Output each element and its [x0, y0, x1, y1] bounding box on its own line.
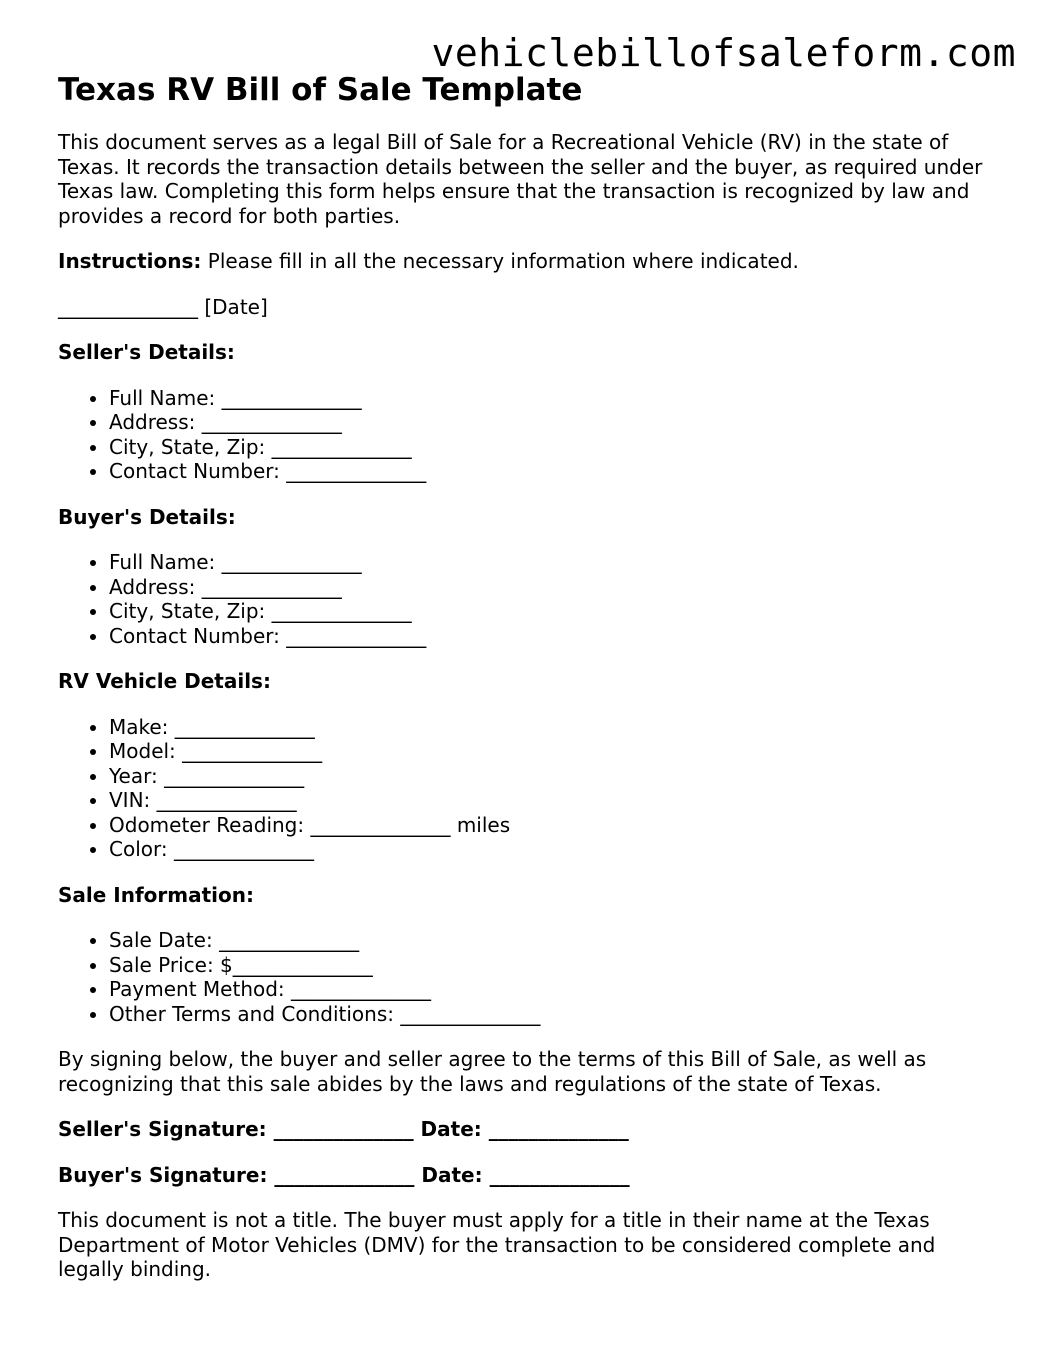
buyer-details-heading: Buyer's Details: — [58, 504, 236, 529]
intro-paragraph: This document serves as a legal Bill of Sale for a Recreational Vehicle (RV) in the state of Texas. It records the transaction details between the seller and the buyer, as required under Texas law. Completing this form helps ensure that the transaction is recognized by law and provides a record for both parties. — [58, 130, 983, 228]
page-title: Texas RV Bill of Sale Template — [58, 72, 583, 108]
buyer-details-list — [58, 550, 988, 648]
sale-information-list — [58, 928, 988, 1026]
vehicle-year-field: • Year: ______________ — [109, 764, 988, 789]
watermark-text: vehiclebillofsaleform.com — [431, 31, 1016, 75]
seller-city-state-zip-field: • City, State, Zip: ______________ — [109, 435, 988, 460]
agreement-paragraph: By signing below, the buyer and seller agree to the terms of this Bill of Sale, as well as recognizing that this sale abides by the laws and regulations of the state of Texas. — [58, 1047, 927, 1096]
seller-contact-number-field: • Contact Number: ______________ — [109, 459, 988, 484]
buyer-address-field: • Address: ______________ — [109, 575, 988, 600]
instructions-text: Please fill in all the necessary information where indicated. — [201, 249, 799, 273]
sale-information-heading: Sale Information: — [58, 882, 254, 907]
vehicle-make-field: • Make: ______________ — [109, 715, 988, 740]
date-line: ______________ [Date] — [58, 294, 268, 319]
vehicle-details-heading: RV Vehicle Details: — [58, 669, 271, 693]
seller-details-list — [58, 386, 988, 484]
sale-date-field: • Sale Date: ______________ — [109, 928, 988, 953]
buyer-full-name-field: • Full Name: ______________ — [109, 550, 988, 575]
vehicle-model-field: • Model: ______________ — [109, 739, 988, 764]
vehicle-details-list — [58, 715, 988, 862]
seller-full-name-field: • Full Name: ______________ — [109, 386, 988, 411]
seller-signature-line: Seller's Signature: ______________ Date: ______________ — [58, 1117, 629, 1141]
sale-price-field: • Sale Price: $______________ — [109, 953, 988, 978]
other-terms-field: • Other Terms and Conditions: ______________ — [109, 1002, 988, 1027]
instructions-paragraph — [58, 249, 988, 274]
seller-address-field: • Address: ______________ — [109, 410, 988, 435]
payment-method-field: • Payment Method: ______________ — [109, 977, 988, 1002]
document-body — [58, 70, 988, 1303]
instructions-label: Instructions: — [58, 249, 202, 273]
seller-details-heading: Seller's Details: — [58, 340, 235, 364]
vehicle-color-field: • Color: ______________ — [109, 837, 988, 862]
buyer-contact-number-field: • Contact Number: ______________ — [109, 624, 988, 649]
buyer-city-state-zip-field: • City, State, Zip: ______________ — [109, 599, 988, 624]
footer-note: This document is not a title. The buyer must apply for a title in their name at the Texas Department of Motor Vehicles (DMV) for the transaction to be considered complete and legally binding. — [58, 1208, 936, 1281]
buyer-signature-line: Buyer's Signature: ______________ Date: ______________ — [58, 1162, 630, 1187]
vehicle-vin-field: • VIN: ______________ — [109, 788, 988, 813]
vehicle-odometer-field: • Odometer Reading: ______________ miles — [109, 813, 988, 838]
